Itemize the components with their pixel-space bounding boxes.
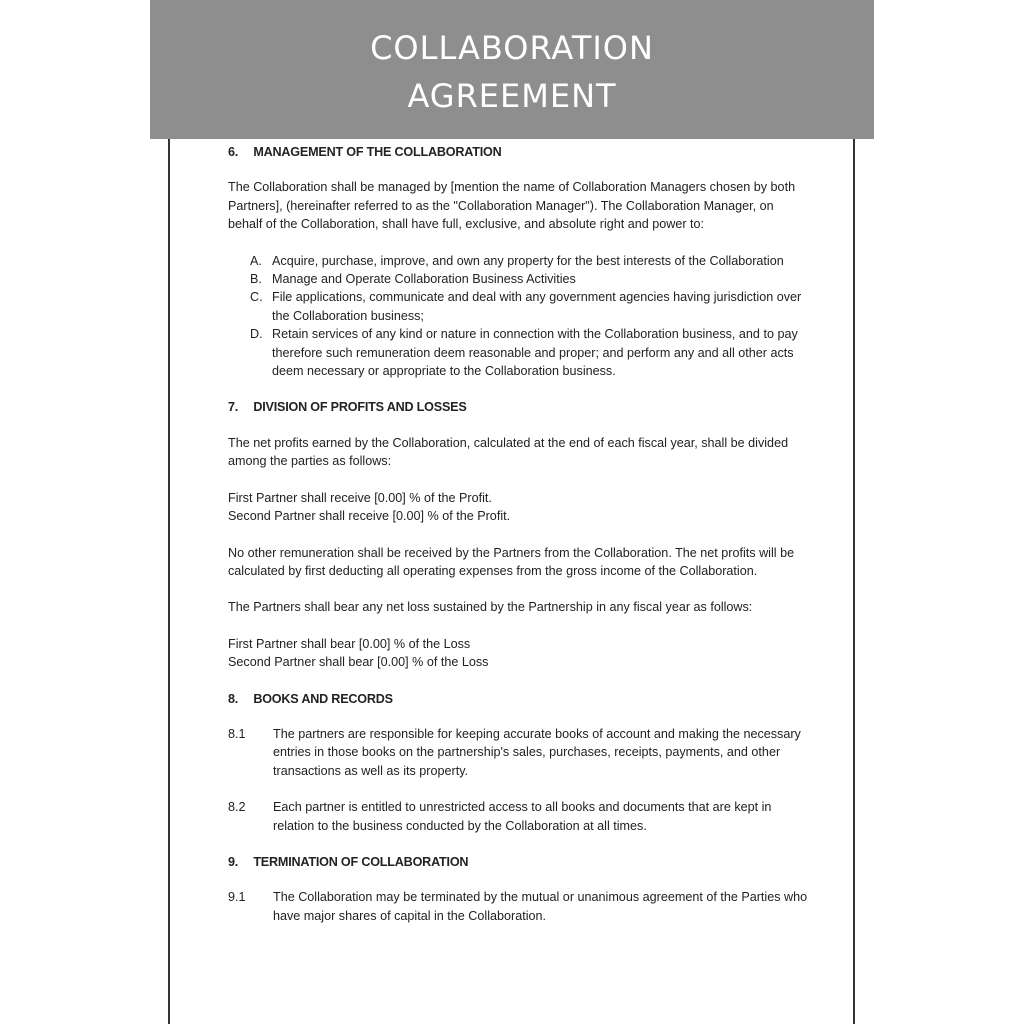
profit-first-partner: First Partner shall receive [0.00] % of the Profit.: [228, 490, 492, 505]
title-banner: [150, 0, 874, 139]
list-text: File applications, communicate and deal with any government agencies having jurisdiction over the Collaboration business;: [272, 290, 802, 323]
clause-number: 9.1: [228, 890, 246, 905]
section-title: MANAGEMENT OF THE COLLABORATION: [253, 145, 502, 159]
paragraph: The Collaboration shall be managed by [mention the name of Collaboration Managers chosen by both Partners], (hereinafter referred to as the "Collaboration Manager"). The Collaboration Manager, on behalf of the Collaboration, shall have full, exclusive, and absolute right and power to:: [228, 180, 796, 232]
loss-second-partner: Second Partner shall bear [0.00] % of the Loss: [228, 655, 489, 670]
section-title: TERMINATION OF COLLABORATION: [253, 854, 469, 869]
list-item: [228, 252, 808, 270]
paragraph: No other remuneration shall be received by the Partners from the Collaboration. The net profits will be calculated by first deducting all operating expenses from the gross income of the Collaboration.: [228, 545, 795, 578]
section-heading-termination: [228, 853, 808, 871]
profit-split: [228, 489, 808, 526]
section-title: BOOKS AND RECORDS: [253, 691, 393, 706]
list-text: Acquire, purchase, improve, and own any property for the best interests of the Collaboration: [272, 253, 784, 268]
clause-text: Each partner is entitled to unrestricted access to all books and documents that are kept in relation to the business conducted by the Collaboration at all times.: [273, 800, 772, 833]
clause: [228, 888, 808, 925]
list-marker: A.: [250, 253, 262, 268]
section-number: 7.: [228, 400, 239, 415]
clause: [228, 798, 808, 835]
list-text: Manage and Operate Collaboration Business Activities: [272, 272, 576, 287]
section-number: 9.: [228, 854, 239, 869]
clause-number: 8.1: [228, 726, 246, 741]
clause-number: 8.2: [228, 800, 246, 815]
clause-text: The partners are responsible for keeping accurate books of account and making the necessary entries in those books on the partnership's sales, purchases, receipts, payments, and other transactions as well as its property.: [273, 726, 801, 778]
loss-split: [228, 635, 808, 672]
powers-list: [228, 252, 808, 381]
section-heading-profits-losses: [228, 398, 808, 416]
loss-first-partner: First Partner shall bear [0.00] % of the Loss: [228, 636, 471, 651]
section-heading-management: [228, 143, 808, 161]
section-heading-books-records: [228, 690, 808, 708]
list-item: [228, 288, 808, 325]
document-content: [228, 143, 808, 943]
list-marker: B.: [250, 272, 262, 287]
banner-title-line-2: AGREEMENT: [407, 77, 617, 115]
banner-title-line-1: COLLABORATION: [370, 29, 654, 67]
section-number: 6.: [228, 145, 239, 159]
list-item: [228, 270, 808, 288]
section-title: DIVISION OF PROFITS AND LOSSES: [253, 400, 467, 415]
clause: [228, 725, 808, 780]
profit-second-partner: Second Partner shall receive [0.00] % of the Profit.: [228, 509, 511, 524]
list-marker: D.: [250, 327, 263, 342]
list-text: Retain services of any kind or nature in connection with the Collaboration business, and to pay therefore such remuneration deem reasonable and proper; and perform any and all other acts deem necessary or appropriate to the Collaboration business.: [272, 327, 798, 379]
paragraph: The Partners shall bear any net loss sustained by the Partnership in any fiscal year as follows:: [228, 600, 753, 615]
list-marker: C.: [250, 290, 263, 305]
section-number: 8.: [228, 691, 239, 706]
clause-text: The Collaboration may be terminated by the mutual or unanimous agreement of the Parties who have major shares of capital in the Collaboration.: [273, 890, 808, 923]
list-item: [228, 325, 808, 380]
paragraph: The net profits earned by the Collaboration, calculated at the end of each fiscal year, shall be divided among the parties as follows:: [228, 435, 789, 469]
